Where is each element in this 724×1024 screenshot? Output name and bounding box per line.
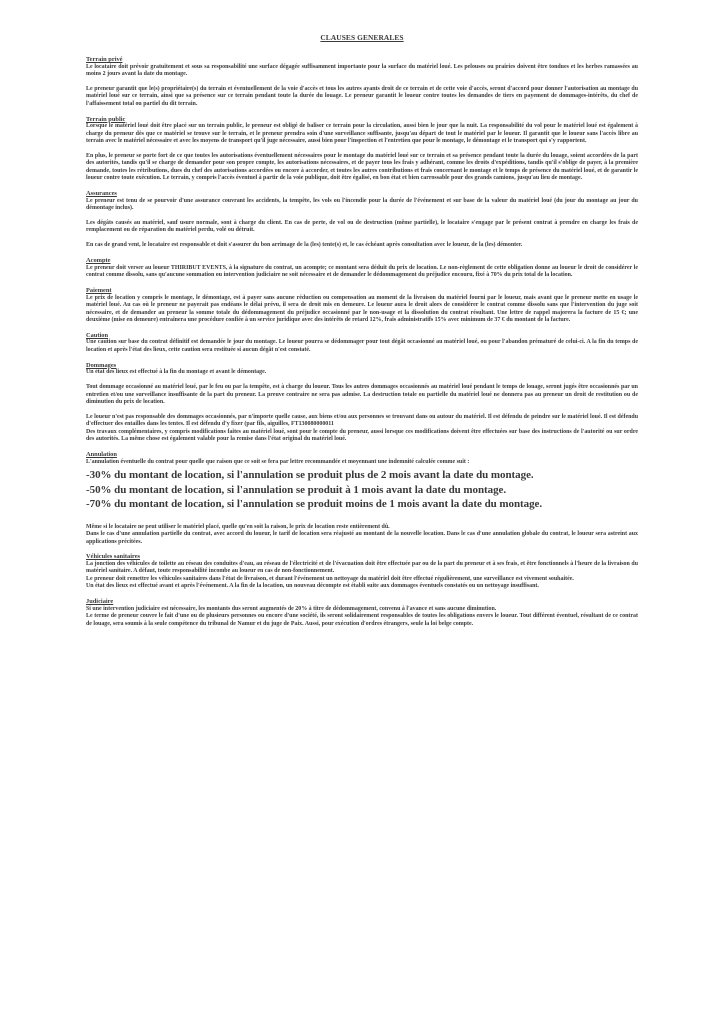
paragraph: Une caution sur base du contrat définitif est demandée le jour du montage. Le loueur pourra se dédommager pour tout dégât occasionné au matériel loué, ou pour l'abandon prématuré de celui-ci. A la fin du temps de location et après l'état des lieux, cette caution sera restituée si aucun dégât n'est constaté. <box>86 339 638 353</box>
section-dommages <box>86 362 638 444</box>
paragraph: Lorsque le matériel loué doit être placé sur un terrain public, le preneur est obligé de baliser ce terrain pour la circulation, aussi bien le jour que la nuit. La responsabilité du vol pour le matériel loué est également à charge du preneur dès que ce matériel se trouve sur le terrain, et le preneur prendra soin d'une surveillance suffisante, jusqu'au départ de tout le matériel par le loueur. Il garantit que le loueur sans l'accès libre au terrain avec le matériel nécessaire et avec les moyens de transport qu'il juge nécessaire, aussi bien pour l'inspection et l'entretien que pour le montage, le démontage et le transport qui s'y rapportent. <box>86 123 638 145</box>
section-heading: Dommages <box>86 361 117 369</box>
paragraph: Dans le cas d'une annulation partielle du contrat, avec accord du loueur, le tarif de location sera réajusté au montant de la nouvelle location. Dans le cas d'une annulation globale du contrat, le loueur sera astreint aux applications précitées. <box>86 531 638 545</box>
paragraph: Même si le locataire ne peut utiliser le matériel placé, quelle qu'en soit la raison, le prix de location reste entièrement dû. <box>86 523 390 530</box>
paragraph: Le preneur garantit que le(s) propriétaire(s) du terrain et éventuellement de la voie d'accès et tous les autres ayants droit de ce terrain et de cette voie d'accès, seront d'accord pour donner l'autorisation au montage du matériel loué sur ce terrain, ainsi que sa présence sur ce terrain pendant toute la durée du louage. Le preneur garantit le loueur contre toutes les demandes de tiers en payement de dommages-intérêts, du chef de l'affaissement total ou partiel du dit terrain. <box>86 85 638 107</box>
cancellation-fees <box>86 468 638 512</box>
paragraph: L'annulation éventuelle du contrat pour quelle que raison que ce soit se fera par lettre recommandée et moyennant une indemnité calculée comme suit : <box>86 458 470 465</box>
paragraph: Un état des lieux est effectué avant et après l'événement. A la fin de la location, un nouveau décompte est établi suite aux dommages éventuels constatés ou un nettoyage insuffisant. <box>86 583 539 590</box>
paragraph: En cas de grand vent, le locataire est responsable et doit s'assurer du bon arrimage de la (les) tente(s) et, le cas échéant après consultation avec le loueur, de la (les) démonter. <box>86 242 523 249</box>
section-terrain-prive <box>86 56 638 108</box>
cancellation-fee-line: -50% du montant de location, si l'annulation se produit à 1 mois avant la date du montage. <box>86 483 507 496</box>
page-title: CLAUSES GENERALES <box>320 33 404 42</box>
section-acompte <box>86 257 638 279</box>
section-heading: Caution <box>86 331 109 339</box>
paragraph: Le locataire doit prévoir gratuitement et sous sa responsabilité une surface dégagée suffisamment importante pour la surface du matériel loué. Les pelouses ou prairies doivent être tondues et les herbes ramassées au moins 2 jours avant la date du montage. <box>86 63 638 77</box>
section-judiciaire <box>86 598 638 628</box>
section-heading: Judiciaire <box>86 598 114 606</box>
paragraph: Le prix de location y compris le montage, le démontage, est à payer sans aucune réduction ou compensation au moment de la livraison du matériel fourni par le loueur, mais avant que le preneur mette en usage le matériel loué. Au cas où le preneur ne payerait pas endéans le délai prévu, il sera de droit mis en demeure. Le loueur aura le droit alors de considérer le contrat comme dissolu sans que l'intervention du juge soit nécessaire, et de demander au preneur la somme totale du dédommagement du préjudice occasionné par le non-usage et la dissolution du contrat résultant. Une lettre de rappel majorera la facture de 15 €; une deuxième (mise en demeure) entraînera une procédure confiée à un service juridique avec des intérêts de retard 12%, frais administratifs 15% avec minimum de 37 € du montant de la facture. <box>86 294 638 323</box>
paragraph: Le preneur doit verser au loueur THIRIBUT EVENTS, à la signature du contrat, un acompte; ce montant sera déduit du prix de location. Le non-règlement de cette obligation donne au loueur le droit de considérer le contrat comme dissolu, sans qu'aucune sommation ou intervention judiciaire ne soit nécessaire et de demander le dédommagement du préjudice encouru, fixé à 70% du prix total de la location. <box>86 264 638 279</box>
section-heading: Acompte <box>86 257 111 265</box>
section-terrain-public <box>86 116 638 183</box>
section-heading: Annulation <box>86 451 117 459</box>
section-vehicules-sanitaires <box>86 553 638 590</box>
section-heading: Véhicules sanitaires <box>86 553 141 561</box>
cancellation-fee-line: -70% du montant de location, si l'annulation se produit moins de 1 mois avant la date du montage. <box>86 498 543 511</box>
paragraph: Le loueur n'est pas responsable des dommages occasionnés, par n'importe quelle cause, aux biens et/ou aux personnes se trouvant dans ou autour du matériel. Il est défendu de peindre sur le matériel loué. Il est défendu d'effectuer des entailles dans les tentes. Il est défendu d'y fixer (par fils, aiguilles, FT130080000011 <box>86 413 638 428</box>
section-heading: Terrain public <box>86 115 126 123</box>
paragraph: Le preneur doit remettre les véhicules sanitaires dans l'état de livraison, et durant l'événement un nettoyage du matériel doit être effectué régulièrement, une surveillance est vivement souhaitée. <box>86 575 574 582</box>
paragraph: Le preneur est tenu de se pourvoir d'une assurance couvrant les accidents, la tempête, les vols ou l'incendie pour la durée de l'événement et sur base de la valeur du matériel loué (du jour du montage au jour du démontage inclus). <box>86 197 638 212</box>
paragraph: La jonction des véhicules de toilette au réseau des conduites d'eau, au réseau de l'électricité et de l'évacuation doit être effectuée par ou de la part du preneur et à ses frais, et être fonctionnels à l'heure de la livraison du matériel sanitaire. A défaut, toute responsabilité incombe au loueur en cas de non-fonctionnement. <box>86 560 638 575</box>
section-heading: Paiement <box>86 287 112 295</box>
section-paiement <box>86 287 638 324</box>
section-caution <box>86 332 638 354</box>
paragraph: En plus, le preneur se porte fort de ce que toutes les autorisations éventuellement nécessaires pour le montage du matériel loué sur ce terrain et sa présence pendant toute la durée du louage, soient accordées de la part des autorités, tandis qu'il se charge de demander pour son propre compte, les autorisations nécessaires, et de payer tous les frais y adhérant, comme les droits d'expéditions, tandis qu'il s'oblige de payer, à la première demande, toutes les rétributions, dues du chef des autorisations accordées ou encore à accorder, et toutes les autres contributions et frais concernant le montage et le temps de présence du matériel loué, et de garantir le loueur contre toute exécution. Le terrain, y compris l'accès éventuel à partir de la voie publique, doit être égalisé, en bon état et bien carrossable pour des grands camions, jusqu'au lieu de montage. <box>86 152 638 182</box>
cancellation-fee-line: -30% du montant de location, si l'annulation se produit plus de 2 mois avant la date du montage. <box>86 469 534 482</box>
section-assurances <box>86 190 638 250</box>
section-heading: Assurances <box>86 190 117 198</box>
paragraph: Un état des lieux est effectué à la fin du montage et avant le démontage. <box>86 369 267 376</box>
paragraph: Si une intervention judiciaire est nécessaire, les montants dus seront augmentés de 20% à titre de dédommagement, convenu à l'avance et sans aucune diminution. <box>86 605 497 612</box>
paragraph: Tout dommage occasionné au matériel loué, par le feu ou par la tempête, est à charge du loueur. Tous les autres dommages occasionnés au matériel loué pendant le temps de louage, seront jugés être occasionnés par un entretien et/ou une surveillance insuffisante de la part du preneur. La preuve contraire ne sera pas admise. La destruction totale ou partielle du matériel loué ne donnera pas au preneur un droit de restitution ou de diminution du prix de location. <box>86 384 638 405</box>
paragraph: Des travaux complémentaires, y compris modifications faites au matériel loué, sont pour le compte du preneur, aussi lorsque ces modifications doivent être effectuées sur base des instructions de l'autorité ou sur ordre des autorités. La même chose est également valable pour la remise dans l'état original du matériel loué. <box>86 428 638 443</box>
paragraph: Le terme de preneur couvre le fait d'une ou de plusieurs personnes ou encore d'une société, ils seront solidairement responsables de toutes les obligations envers le loueur. Tout différent éventuel, résultant de ce contrat de louage, sera soumis à la seule compétence du tribunal de Namur et du juge de Paix. Aussi, pour exécution d'ordres étrangers, seule la loi belge compte. <box>86 613 638 627</box>
section-heading: Terrain privé <box>86 56 123 63</box>
section-annulation <box>86 451 638 546</box>
paragraph: Les dégâts causés au matériel, sauf usure normale, sont à charge du client. En cas de perte, de vol ou de destruction (même partielle), le locataire s'engage par le présent contrat à prendre en charge les frais de remplacement ou de réparation du matériel perdu, volé ou détruit. <box>86 220 638 234</box>
